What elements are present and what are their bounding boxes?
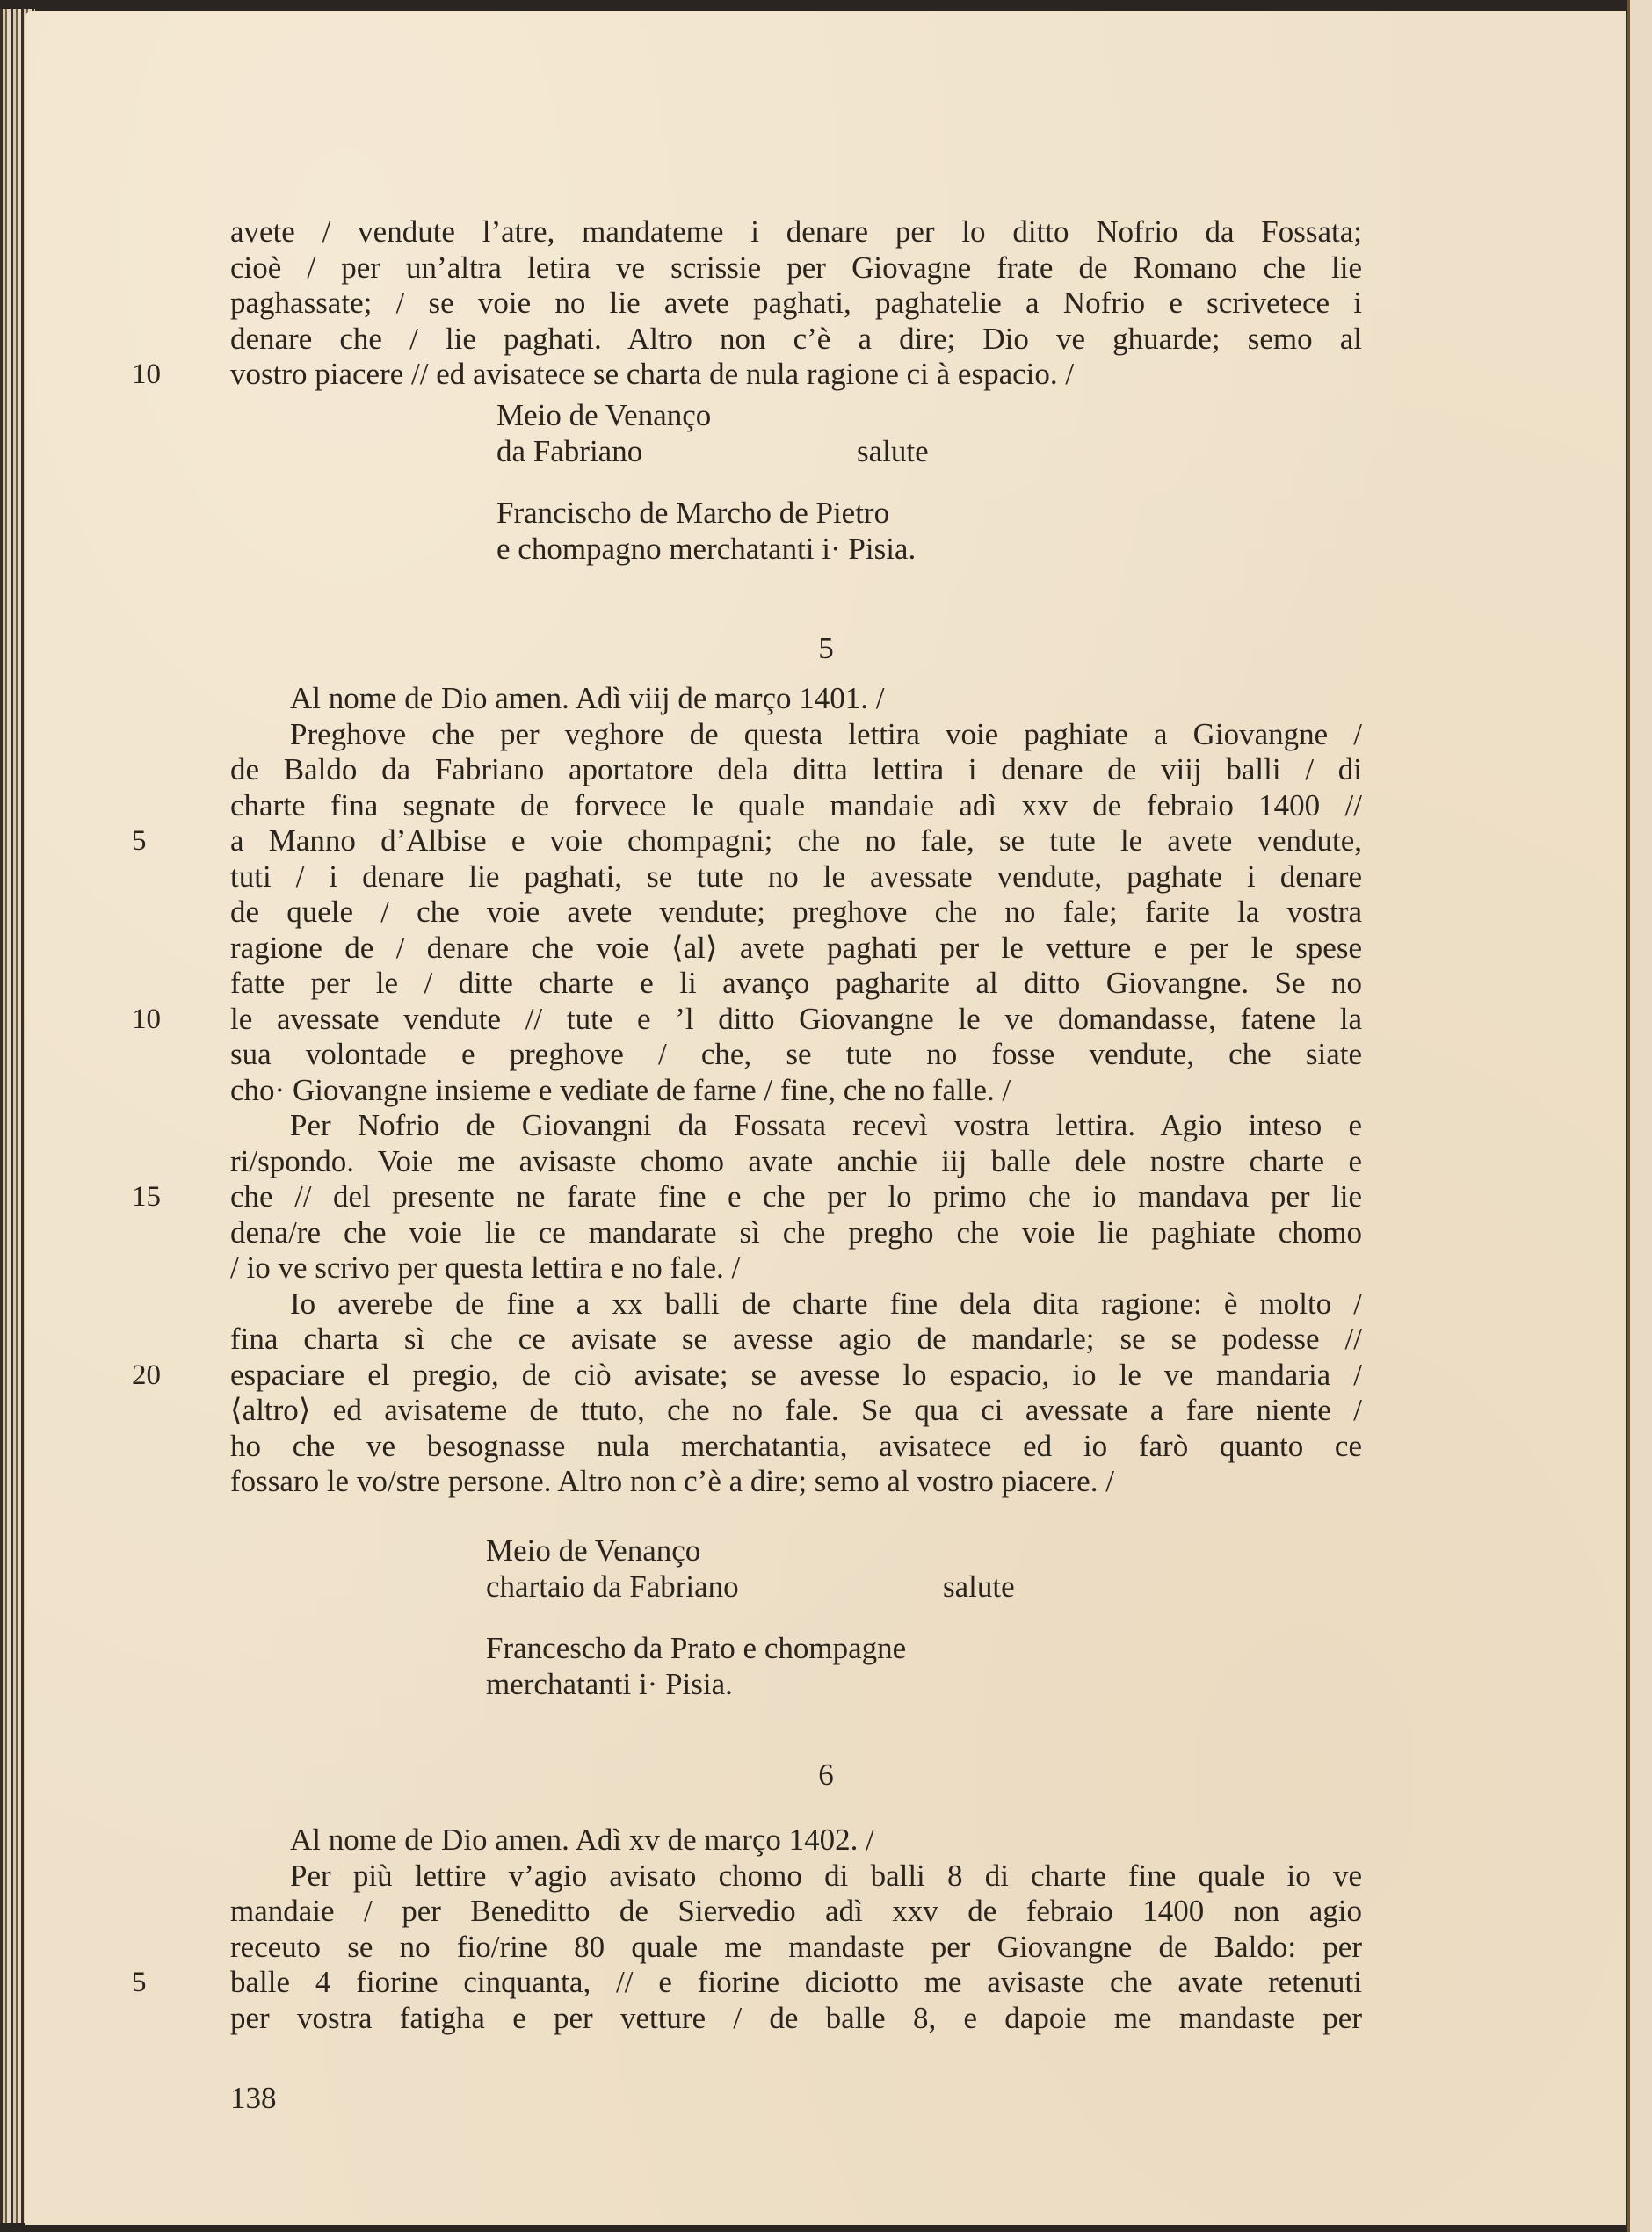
page-number: 138 [230,2081,277,2115]
letter5-signature [486,1533,1189,1702]
text-line: tuti / i denare lie paghati, se tute no le avessate vendute, paghate i denare [230,859,1362,894]
text-line: ri/spondo. Voie me avisaste chomo avate anchie iij balle dele nostre charte e [230,1143,1362,1178]
text-line: Io averebe de fine a xx balli de charte fine dela dita ragione: è molto / [290,1286,1362,1321]
sender-line: da Fabriano salute [496,433,929,468]
letter6-body [132,1823,1362,2036]
text-line: ragione de / denare che voie ⟨al⟩ avete paghati per le vetture e per le spese [230,930,1362,965]
text-line: fatte per le / ditte charte e li avanço pagharite al ditto Giovangne. Se no [230,966,1362,1000]
line-number: 10 [132,359,161,390]
letter4-continuation [132,214,1362,393]
text-line: mandaie / per Beneditto de Siervedio adì xxv de febraio 1400 non agio [230,1894,1362,1928]
text-line: ⟨altro⟩ ed avisateme de ttuto, che no fale. Se qua ci avessate a fare niente / [230,1393,1362,1427]
letter-number: 6 [818,1757,834,1792]
text-line: fina charta sì che ce avisate se avesse agio de mandarle; se se podesse // [230,1322,1362,1356]
text-line: Al nome de Dio amen. Adì xv de março 1402. / [290,1823,874,1857]
text-line: Per Nofrio de Giovangni da Fossata recevì vostra lettira. Agio inteso e [290,1108,1362,1142]
sender-line: Meio de Venanço [486,1533,701,1568]
text-line: avete / vendute l’atre, mandateme i denare per lo ditto Nofrio da Fossata; [230,214,1362,249]
recipient-line: Francescho da Prato e chompagne [486,1631,907,1665]
text-line: receuto se no fio/rine 80 quale me mandaste per Giovangne de Baldo: per [230,1929,1362,1964]
text-line: paghassate; / se voie no lie avete paghati, paghatelie a Nofrio e scrivetece i [230,286,1362,320]
text-line: sua volontade e preghove / che, se tute no fosse vendute, che siate [230,1037,1362,1071]
text-line: 20 espaciare el pregio, de ciò avisate; se avesse lo espacio, io le ve mandaria / [132,1357,1362,1392]
line-number: 10 [132,1003,161,1035]
sender-line: Meio de Venanço [496,398,712,432]
line-number: 20 [132,1359,161,1391]
text-line: Al nome de Dio amen. Adì viij de março 1401. / [290,681,885,715]
recipient-line: merchatanti i· Pisia. [486,1666,733,1701]
text-line: de Baldo da Fabriano aportatore dela ditta lettira i denare de viij balli / di [230,752,1362,786]
salute: salute [857,433,929,468]
line-number: 5 [132,1967,147,1998]
text-line: Preghove che per veghore de questa lettira voie paghiate a Giovangne / [290,716,1362,751]
text-line: cho· Giovangne insieme e vediate de farne / fine, che no falle. / [230,1072,1011,1107]
text-line: dena/re che voie lie ce mandarate sì che pregho che voie lie paghiate chomo [230,1214,1362,1250]
text-line: charte fina segnate de forvece le quale mandaie adì xxv de febraio 1400 // [230,787,1362,823]
recipient-line: Francischo de Marcho de Pietro [496,496,890,530]
recipient-line: e chompagno merchatanti i· Pisia. [496,531,917,566]
text-line: ho che ve besognasse nula merchatantia, avisatece ed io farò quanto ce [230,1428,1362,1463]
text-line: Per più lettire v’agio avisato chomo di balli 8 di charte fine quale io ve [290,1858,1362,1893]
letter-number: 5 [818,631,834,665]
text-line: 5 a Manno d’Albise e voie chompagni; che no fale, se tute le avete vendute, [132,823,1362,858]
facing-page-edge [1627,0,1652,2232]
salute: salute [943,1569,1015,1604]
text-line: denare che / lie paghati. Altro non c’è a dire; Dio ve ghuarde; semo al [230,321,1362,356]
letter5-body [132,681,1362,1500]
sender-line: chartaio da Fabriano salute [486,1569,1015,1604]
text-line: cioè / per un’altra letira ve scrissie per Giovagne frate de Romano che lie [230,250,1362,285]
text-line: 10 vostro piacere // ed avisatece se charta de nula ragione ci à espacio. / [132,357,1075,391]
text-line: per vostra fatigha e per vetture / de balle 8, e dapoie me mandaste per [230,2000,1362,2035]
text-line: 10 le avessate vendute // tute e ’l ditto Giovangne le ve domandasse, fatene la [132,1001,1362,1036]
line-number: 15 [132,1181,161,1213]
text-line: 5 balle 4 fiorine cinquanta, // e fiorine diciotto me avisaste che avate retenuti [132,1965,1362,1999]
letter4-signature [496,398,1199,567]
text-line: / io ve scrivo per questa lettira e no fale. / [230,1250,741,1285]
text-line: 15 che // del presente ne farate fine e che per lo primo che io mandava per lie [132,1179,1362,1214]
text-line: fossaro le vo/stre persone. Altro non c’è a dire; semo al vostro piacere. / [230,1464,1114,1498]
line-number: 5 [132,825,147,857]
text-line: de quele / che voie avete vendute; preghove che no fale; farite la vostra [230,895,1362,929]
